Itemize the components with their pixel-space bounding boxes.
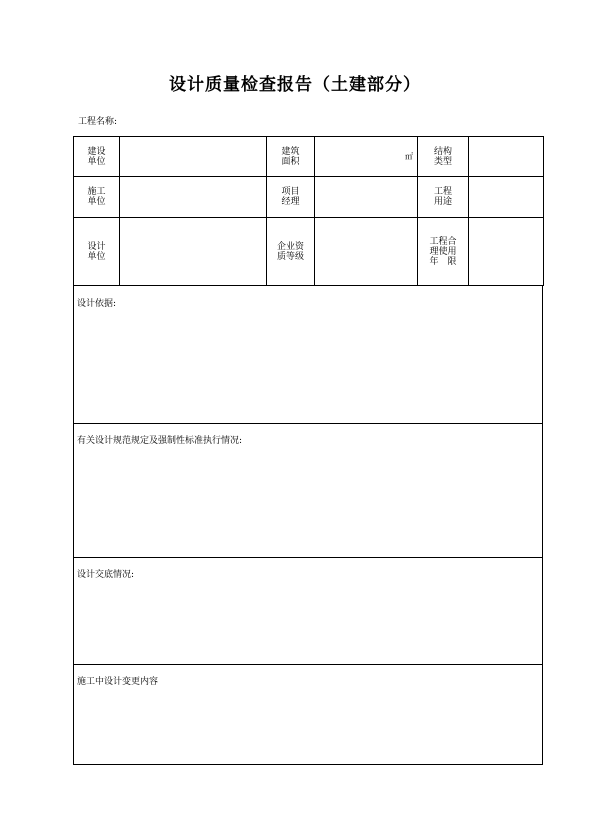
project-manager-value[interactable] xyxy=(315,177,418,218)
build-unit-value[interactable] xyxy=(120,137,267,177)
design-basis-label: 设计依据: xyxy=(77,299,117,309)
construction-unit-value[interactable] xyxy=(120,177,267,218)
report-title: 设计质量检查报告（土建部分） xyxy=(169,75,421,95)
construction-unit-label: 施工 单位 xyxy=(74,177,120,218)
structure-type-value[interactable] xyxy=(469,137,544,177)
floor-area-label: 建筑 面积 xyxy=(267,137,315,177)
info-row-2 xyxy=(74,177,544,218)
design-unit-value[interactable] xyxy=(120,218,267,286)
build-unit-label: 建设 单位 xyxy=(74,137,120,177)
floor-area-unit: ㎡ xyxy=(405,152,413,161)
design-disclosure-label: 设计交底情况: xyxy=(77,570,135,580)
info-row-1 xyxy=(74,137,544,177)
design-changes-label: 施工中设计变更内容 xyxy=(77,677,159,687)
service-life-value[interactable] xyxy=(469,218,544,286)
project-name-label: 工程名称: xyxy=(78,117,118,127)
structure-type-label: 结构 类型 xyxy=(418,137,469,177)
design-changes-section[interactable] xyxy=(73,664,543,765)
info-table xyxy=(73,136,544,286)
qualification-label: 企业资 质等级 xyxy=(267,218,315,286)
usage-value[interactable] xyxy=(469,177,544,218)
floor-area-value[interactable] xyxy=(315,137,418,177)
design-basis-section[interactable] xyxy=(73,286,543,424)
design-disclosure-section[interactable] xyxy=(73,557,543,665)
service-life-label: 工程合 理使用 年 限 xyxy=(418,218,469,286)
standards-compliance-label: 有关设计规范规定及强制性标准执行情况: xyxy=(77,436,243,446)
info-row-3 xyxy=(74,218,544,286)
qualification-value[interactable] xyxy=(315,218,418,286)
design-unit-label: 设计 单位 xyxy=(74,218,120,286)
standards-compliance-section[interactable] xyxy=(73,423,543,558)
usage-label: 工程 用途 xyxy=(418,177,469,218)
project-manager-label: 项目 经理 xyxy=(267,177,315,218)
